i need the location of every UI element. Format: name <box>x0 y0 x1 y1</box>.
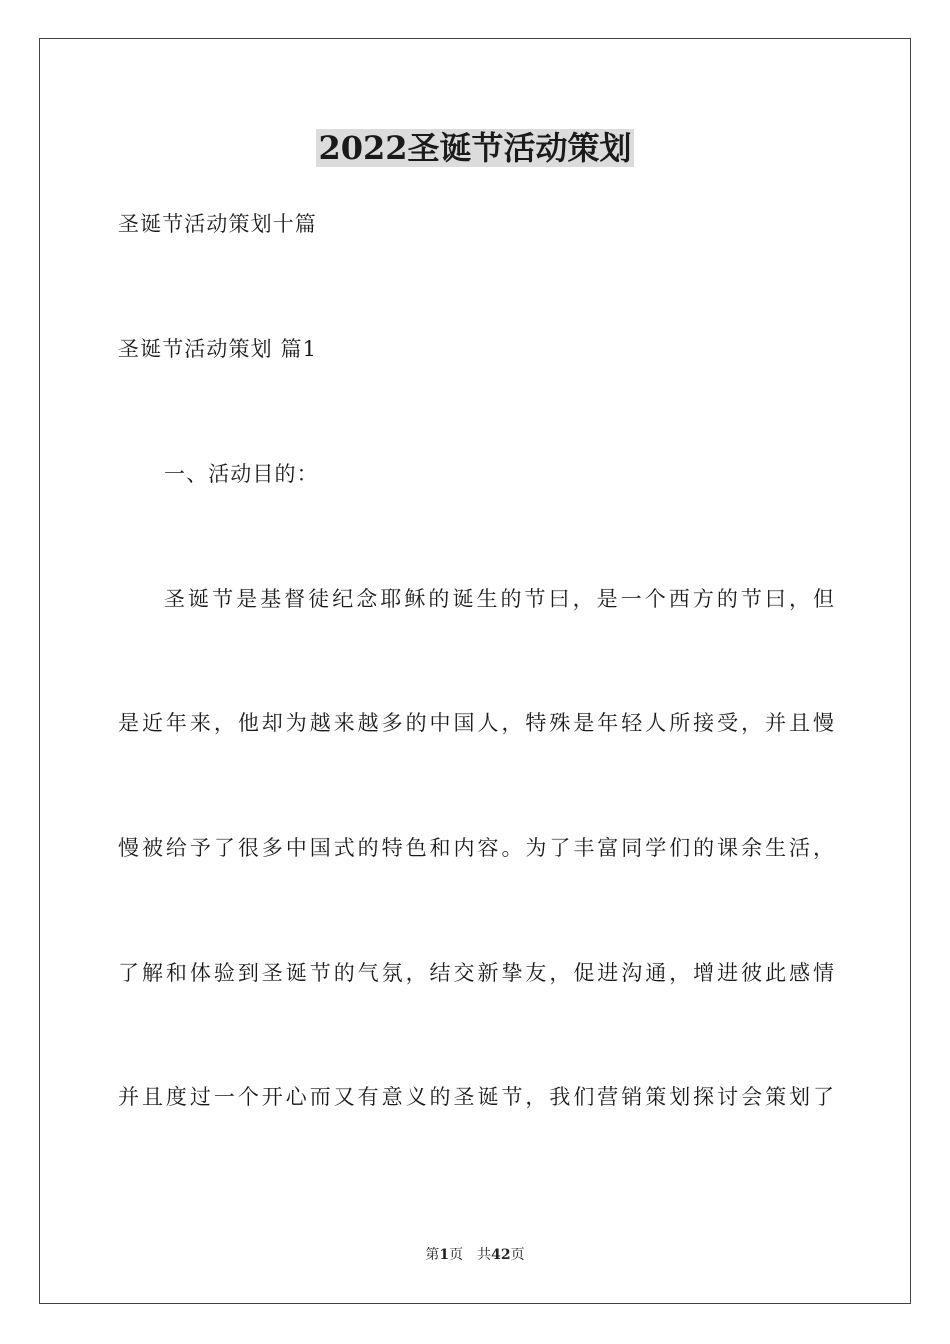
document-subtitle: 圣诞节活动策划十篇 <box>118 212 317 236</box>
item-heading: 一、活动目的： <box>164 462 319 486</box>
footer-total-pages: 42 <box>491 1247 511 1263</box>
body-line-1: 圣诞节是基督徒纪念耶稣的诞生的节曰，是一个西方的节曰，但 <box>164 587 834 611</box>
body-line-4: 了解和体验到圣诞节的气氛，结交新挚友，促进沟通，增进彼此感情 <box>118 961 834 985</box>
body-line-5: 并且度过一个开心而又有意义的圣诞节，我们营销策划探讨会策划了 <box>118 1085 834 1109</box>
document-title <box>0 128 950 168</box>
footer-total-suffix: 页 <box>510 1247 525 1263</box>
footer-total-prefix: 共 <box>477 1247 492 1263</box>
footer-page-suffix: 页 <box>449 1247 464 1263</box>
body-line-2: 是近年来，他却为越来越多的中国人，特殊是年轻人所接受，并且慢 <box>118 711 834 735</box>
section-heading: 圣诞节活动策划 篇1 <box>118 337 318 361</box>
body-line-3: 慢被给予了很多中国式的特色和内容。为了丰富同学们的课余生活， <box>118 836 834 860</box>
page-footer <box>0 1245 950 1265</box>
footer-page-prefix: 第 <box>425 1247 440 1263</box>
document-title-text: 2022圣诞节活动策划 <box>318 129 632 167</box>
footer-page-number: 1 <box>439 1247 450 1263</box>
